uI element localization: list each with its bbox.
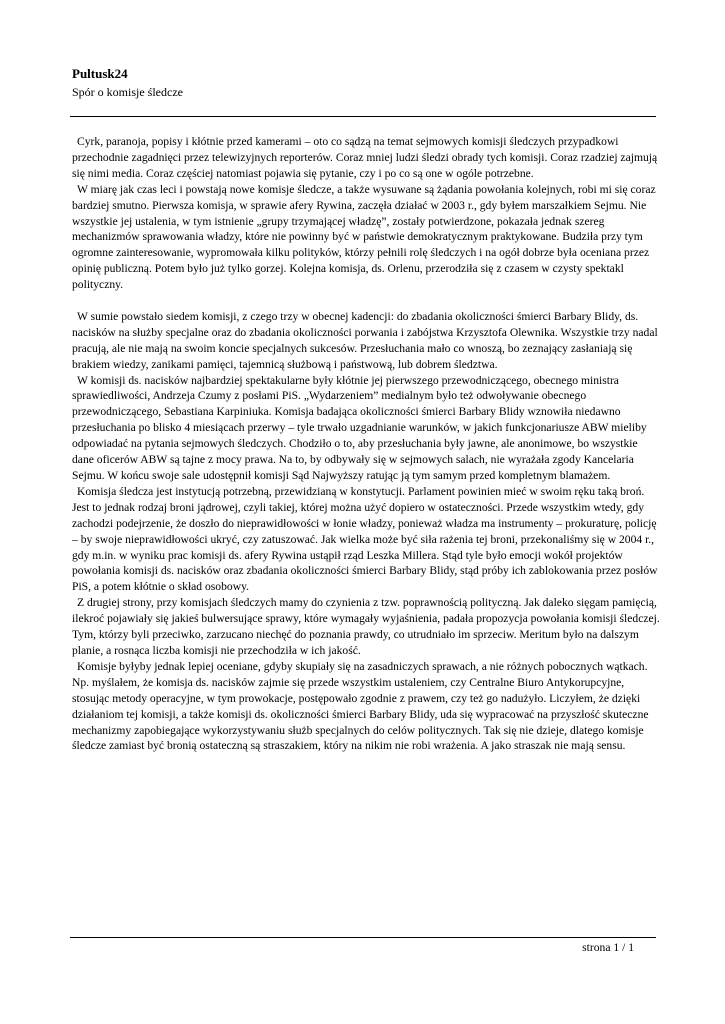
paragraph: W miarę jak czas leci i powstają nowe komisje śledcze, a także wysuwane są żądania powołania kolejnych, robi mi się coraz bardziej smutno. Pierwsza komisja, w sprawie afery Rywina, zaczęła działać w 2003 r., gdy byłem marszałkiem Sejmu. Nie wszystkie jej ustalenia, w tym istnienie „grupy trzymającej władzę”, zostały potwierdzone, pokazała jednak szereg mechanizmów sprawowania władzy, które nie powinny być w państwie demokratycznym praktykowane. Budziła przy tym ogromne zainteresowanie, wypromowała kilku polityków, którzy pełnili rolę śledczych i na ogół dobrze była oceniana przez opinię publiczną. Potem było już tylko gorzej. Kolejna komisja, ds. Orlenu, przerodziła się z czasem w czysty spektakl polityczny. (72, 182, 656, 292)
site-name: Pultusk24 (72, 66, 128, 81)
paragraph: W komisji ds. nacisków najbardziej spektakularne były kłótnie jej pierwszego przewodniczącego, obecnego ministra sprawiedliwości, Andrzeja Czumy z posłami PiS. „Wydarzeniem” medialnym było też odwoływanie obecnego przewodniczącego, Sebastiana Karpiniuka. Komisja badająca okoliczności śmierci Barbary Blidy wznowiła niedawno przesłuchania po blisko 4 miesiącach przerwy – tyle trwało uzgadnianie warunków, w jakich funkcjonariusze ABW mieliby odpowiadać na pytania sejmowych śledczych. Chodziło o to, aby przesłuchania były jawne, ale anonimowe, bo wszystkie dane oficerów ABW są tajne z mocy prawa. Na to, by odbywały się w sejmowych salach, nie wyrażała zgody Kancelaria Sejmu. W końcu swoje sale udostępnił komisji Sąd Najwyższy ratując ją tym samym przed kompletnym blamażem. (72, 373, 647, 483)
header-divider (70, 116, 656, 117)
paragraph: Komisja śledcza jest instytucją potrzebną, przewidzianą w konstytucji. Parlament powinien mieć w swoim ręku taką broń. Jest to jednak rodzaj broni jądrowej, czyli takiej, której można użyć dopiero w ostateczności. Przede wszystkim wtedy, gdy zachodzi podejrzenie, że doszło do nieprawidłowości w łonie władzy, ponieważ władza ma instrumenty – prokuraturę, policję – by swoje nieprawidłowości ukryć, czy zatuszować. Jak wielka może być siła rażenia tej broni, przekonaliśmy się w 2004 r., gdy m.in. w wyniku prac komisji ds. afery Rywina ustąpił rząd Leszka Millera. Stąd tyle było emocji wokół projektów powołania komisji ds. nacisków oraz zbadania okoliczności śmierci Barbary Blidy, stąd próby ich zablokowania przez posłów PiS, a potem kłótnie o skład osobowy. (72, 484, 658, 594)
footer-divider (70, 937, 656, 938)
paragraph: Komisje byłyby jednak lepiej oceniane, gdyby skupiały się na zasadniczych sprawach, a nie różnych pobocznych wątkach. Np. myślałem, że komisja ds. nacisków zajmie się przede wszystkim ustaleniem, czy Centralne Biuro Antykorupcyjne, stosując metody operacyjne, w tym prowokacje, postępowało zgodnie z prawem, czy też go nadużyło. Liczyłem, że dzięki działaniom tej komisji, a także komisji ds. okoliczności śmierci Barbary Blidy, uda się wypracować na przyszłość skuteczne mechanizmy zapobiegające wykorzystywaniu służb specjalnych do celów politycznych. Tak się nie dzieje, dlatego komisje śledcze zamiast być bronią ostateczną są straszakiem, który na nikim nie robi wrażenia. A jako straszak nie mają sensu. (72, 659, 649, 753)
paragraph: Cyrk, paranoja, popisy i kłótnie przed kamerami – oto co sądzą na temat sejmowych komisji śledczych przypadkowi przechodnie zagadnięci przez telewizyjnych reporterów. Coraz mniej ludzi śledzi obrady tych komisji. Coraz rzadziej zajmują się nimi media. Coraz częściej natomiast pojawia się pytanie, czy i po co są one w ogóle potrzebne. (72, 135, 658, 180)
article-body (72, 134, 660, 754)
page-number: strona 1 / 1 (582, 941, 634, 954)
paragraph: W sumie powstało siedem komisji, z czego trzy w obecnej kadencji: do zbadania okoliczności śmierci Barbary Blidy, ds. nacisków na służby specjalne oraz do zbadania okoliczności porwania i zabójstwa Krzysztofa Olewnika. Wszystkie trzy nadal pracują, ale nie mają na swoim koncie specjalnych sukcesów. Przesłuchania mało co wnoszą, bo zeznający zasłaniają się brakiem wiedzy, zanikami pamięci, tajemnicą służbową i państwową, lub dobrem śledztwa. (72, 309, 658, 371)
paragraph: Z drugiej strony, przy komisjach śledczych mamy do czynienia z tzw. poprawnością polityczną. Jak daleko sięgam pamięcią, ilekroć pojawiały się jakieś bulwersujące sprawy, które wymagały wyjaśnienia, padała propozycja powołania komisji śledczej. Tym, którzy byli przeciwko, zarzucano niechęć do poznania prawdy, co utrudniało im sprzeciw. Meritum było na dalszym planie, a rosnąca liczba komisji nie przechodziła w ich jakość. (72, 596, 660, 657)
document-title: Spór o komisje śledcze (72, 85, 183, 99)
document-header (72, 66, 656, 100)
